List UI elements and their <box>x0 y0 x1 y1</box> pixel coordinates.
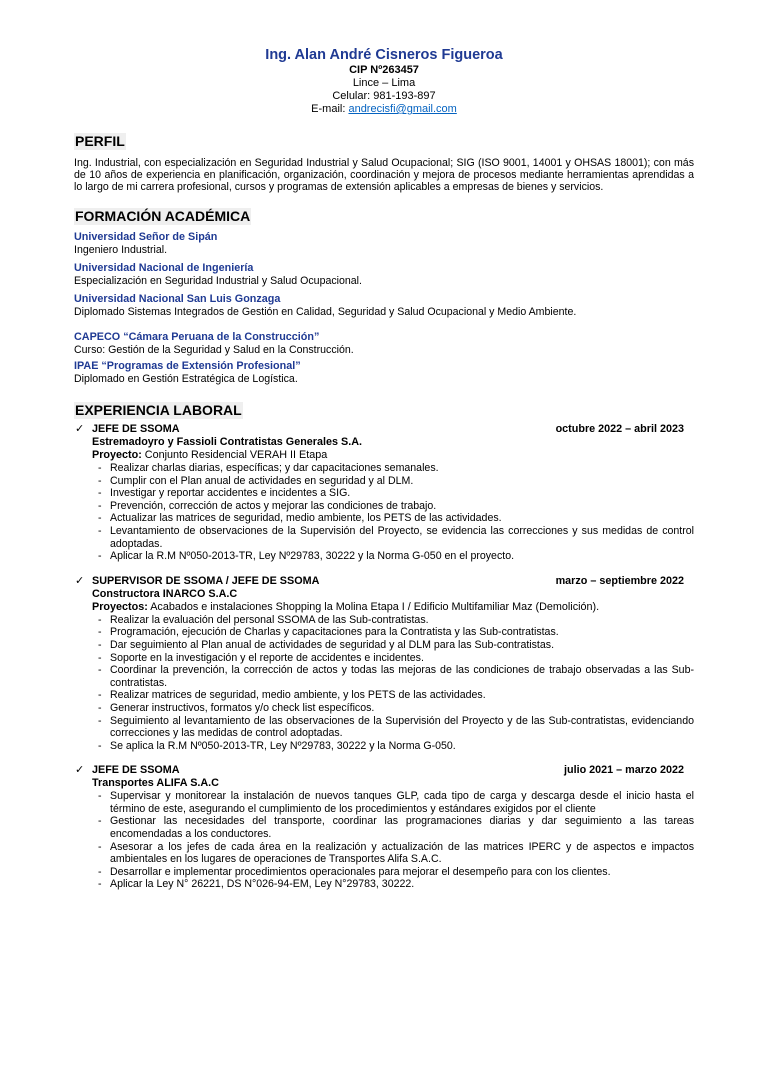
job-entry <box>74 764 694 891</box>
experiencia-title: EXPERIENCIA LABORAL <box>75 402 242 418</box>
edu-item <box>74 293 694 319</box>
job-entry <box>74 575 694 753</box>
edu-item <box>74 231 694 257</box>
experiencia-section <box>74 402 694 891</box>
edu-institution: IPAE “Programas de Extensión Profesional” <box>74 360 301 372</box>
job-role: JEFE DE SSOMA <box>92 423 180 435</box>
job-bullet: - Aplicar la Ley N° 26221, DS N°026-94-EM, Ley N°29783, 30222. <box>98 878 694 891</box>
email-line <box>74 103 694 116</box>
email-link[interactable]: andrecisfi@gmail.com <box>348 103 457 115</box>
edu-institution: Universidad Señor de Sipán <box>74 231 218 243</box>
job-dates: octubre 2022 – abril 2023 <box>555 423 684 435</box>
job-role: SUPERVISOR DE SSOMA / JEFE DE SSOMA <box>92 574 320 587</box>
job-entry <box>74 423 694 563</box>
edu-detail: Diplomado en Gestión Estratégica de Logística. <box>74 373 298 385</box>
edu-detail: Ingeniero Industrial. <box>74 244 168 256</box>
edu-detail: Curso: Gestión de la Seguridad y Salud en la Construcción. <box>74 344 354 356</box>
job-header <box>74 423 694 436</box>
edu-detail: Especialización en Seguridad Industrial y Salud Ocupacional. <box>74 275 362 287</box>
job-bullet: - Gestionar las necesidades del transporte, coordinar las programaciones diarias y dar seguimiento a las tareas encomendadas a los conductores. <box>98 815 694 840</box>
formacion-section <box>74 208 694 386</box>
job-bullet: - Seguimiento al levantamiento de las observaciones de la Supervisión del Proyecto y de las Sub-contratistas, evidenciando correcciones y las medidas de control adoptadas. <box>98 715 694 740</box>
edu-institution: CAPECO “Cámara Peruana de la Construcción” <box>74 331 320 343</box>
perfil-section <box>74 133 694 193</box>
job-bullet: - Investigar y reportar accidentes e incidentes a SIG. <box>98 487 694 500</box>
edu-institution: Universidad Nacional de Ingeniería <box>74 262 254 274</box>
job-bullet: - Coordinar la prevención, la corrección de actos y todas las mejoras de las condiciones de trabajo observadas a las Sub-contratistas. <box>98 664 694 689</box>
perfil-text: Ing. Industrial, con especialización en Seguridad Industrial y Salud Ocupacional; SIG (ISO 9001, 14001 y OHSAS 18001); con más de 10 años de experiencia en planificación, organización, coordinación y mejora de procesos mediante herramientas aprendidas a lo largo de mi carrera profesional, cursos y programas de extensión aplicables a empresas de bienes y servicios. <box>74 157 694 193</box>
checkmark-icon: ✓ <box>75 764 85 777</box>
job-bullet: - Actualizar las matrices de seguridad, medio ambiente, los PETS de las actividades. <box>98 512 694 525</box>
project-label: Proyectos: <box>92 600 148 613</box>
job-bullets <box>74 462 694 563</box>
job-header <box>74 764 694 777</box>
job-bullet: - Levantamiento de observaciones de la Supervisión del Proyecto, se evidencia las correcciones y sus medidas de control adoptadas. <box>98 525 694 550</box>
checkmark-icon: ✓ <box>75 423 85 435</box>
job-bullet: - Se aplica la R.M Nº050-2013-TR, Ley Nº29783, 30222 y la Norma G-050. <box>98 740 694 753</box>
job-header <box>74 575 694 588</box>
phone: Celular: 981-193-897 <box>332 90 436 102</box>
job-company: Transportes ALIFA S.A.C <box>92 777 219 790</box>
project-name: Conjunto Residencial VERAH II Etapa <box>141 449 328 461</box>
job-bullet: - Desarrollar e implementar procedimientos operacionales para mejorar el desempeño para con los clientes. <box>98 866 694 879</box>
job-bullet: - Aplicar la R.M Nº050-2013-TR, Ley Nº29783, 30222 y la Norma G-050 en el proyecto. <box>98 550 694 563</box>
job-bullet: - Realizar charlas diarias, específicas; y dar capacitaciones semanales. <box>98 462 694 475</box>
job-bullets <box>74 614 694 753</box>
candidate-name: Ing. Alan André Cisneros Figueroa <box>265 47 503 63</box>
job-bullet: - Asesorar a los jefes de cada área en la realización y actualización de las matrices IPERC y de aspectos e impactos ambientales en los lugares de operaciones de Transportes Alifa S.A.C. <box>98 841 694 866</box>
job-role: JEFE DE SSOMA <box>92 764 180 777</box>
job-bullet: - Supervisar y monitorear la instalación de nuevos tanques GLP, cada tipo de carga y descarga desde el inicio hasta el término de este, asegurando el cumplimiento de los procedimientos y estándares exigidos por el cliente <box>98 790 694 815</box>
job-bullet: - Generar instructivos, formatos y/o check list específicos. <box>98 702 694 715</box>
location: Lince – Lima <box>352 77 416 89</box>
job-bullet: - Soporte en la investigación y el reporte de accidentes e incidentes. <box>98 652 694 665</box>
perfil-title: PERFIL <box>75 133 125 149</box>
job-bullet: - Dar seguimiento al Plan anual de actividades de seguridad y al DLM para las Sub-contratistas. <box>98 639 694 652</box>
job-bullet: - Cumplir con el Plan anual de actividades en seguridad y al DLM. <box>98 475 694 488</box>
formacion-title: FORMACIÓN ACADÉMICA <box>75 208 251 224</box>
job-bullet: - Prevención, corrección de actos y mejorar las condiciones de trabajo. <box>98 500 694 513</box>
project-name: Acabados e instalaciones Shopping la Molina Etapa I / Edificio Multifamiliar Maz (Demolición). <box>147 600 600 613</box>
job-project <box>74 449 694 462</box>
job-company: Constructora INARCO S.A.C <box>92 587 238 600</box>
job-dates: julio 2021 – marzo 2022 <box>563 764 684 777</box>
edu-detail: Diplomado Sistemas Integrados de Gestión en Calidad, Seguridad y Salud Ocupacional y Medio Ambiente. <box>74 306 577 318</box>
edu-item <box>74 331 694 357</box>
job-bullet: - Realizar la evaluación del personal SSOMA de las Sub-contratistas. <box>98 614 694 627</box>
job-bullets <box>74 790 694 891</box>
project-label: Proyecto: <box>92 449 142 461</box>
job-bullet: - Realizar matrices de seguridad, medio ambiente, y los PETS de las actividades. <box>98 689 694 702</box>
edu-item <box>74 360 694 386</box>
job-company: Estremadoyro y Fassioli Contratistas Generales S.A. <box>92 436 363 448</box>
email-label: E-mail: <box>311 103 349 115</box>
cv-page <box>0 46 768 1070</box>
checkmark-icon: ✓ <box>75 574 85 587</box>
edu-item <box>74 262 694 288</box>
edu-institution: Universidad Nacional San Luis Gonzaga <box>74 293 281 305</box>
cip-number: CIP Nº263457 <box>349 64 419 76</box>
job-bullet: - Programación, ejecución de Charlas y capacitaciones para la Contratista y las Sub-contratistas. <box>98 626 694 639</box>
job-project <box>74 601 694 614</box>
job-dates: marzo – septiembre 2022 <box>555 574 684 587</box>
cv-header <box>74 46 694 116</box>
